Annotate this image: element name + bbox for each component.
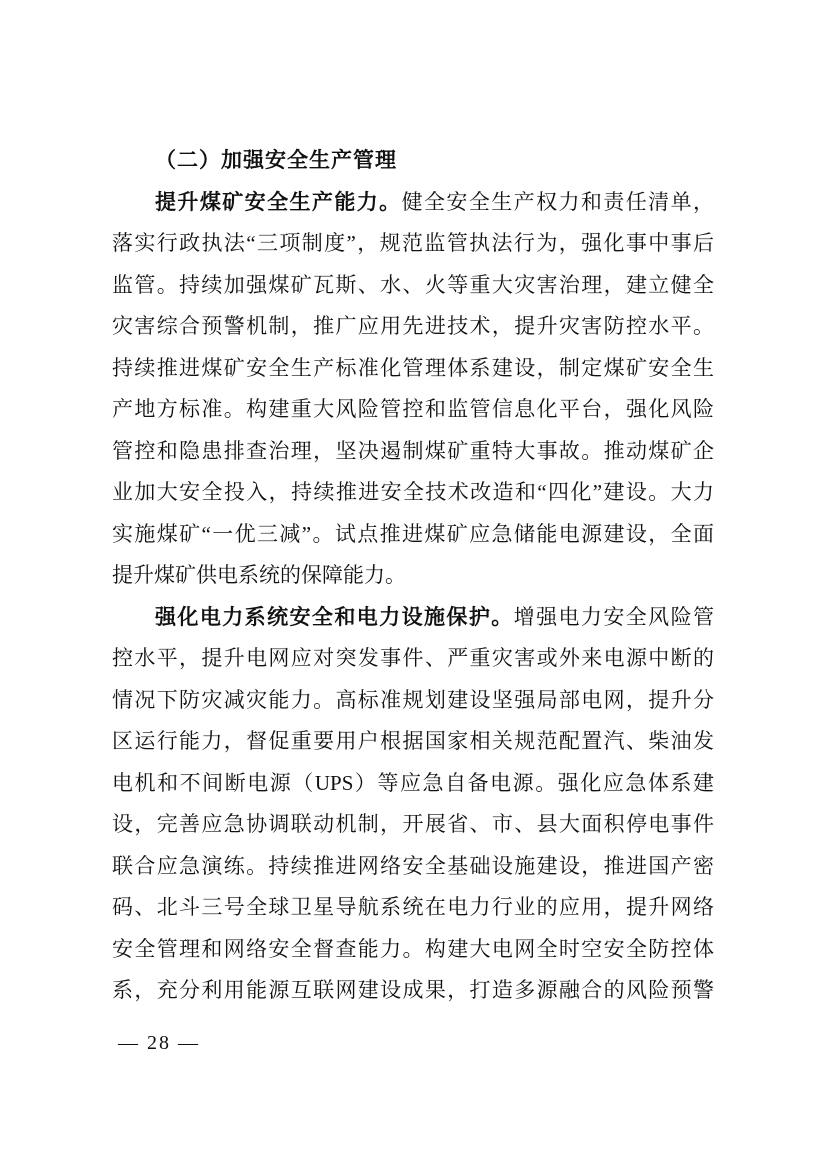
- paragraph-text: 情况下防灾减灾能力。高标准规划建设坚强局部电网，提升分: [112, 687, 714, 712]
- paragraph-text: 电机和不间断电源（UPS）等应急自备电源。强化应急体系建: [112, 770, 714, 795]
- paragraph-text: 设，完善应急协调联动机制，开展省、市、县大面积停电事件: [112, 812, 714, 836]
- body-text: [112, 182, 714, 1012]
- paragraph-text: 灾害综合预警机制，推广应用先进技术，提升灾害防控水平。: [112, 314, 714, 338]
- text-line: [112, 638, 714, 680]
- paragraph-text: 落实行政执法“三项制度”，规范监管执法行为，强化事中事后: [112, 231, 714, 255]
- text-line: [112, 431, 714, 473]
- text-line: [112, 348, 714, 390]
- text-line: [112, 680, 714, 722]
- text-line: [112, 514, 714, 556]
- paragraph-text: 联合应急演练。持续推进网络安全基础设施建设，推进国产密: [112, 853, 714, 878]
- paragraph-text: 健全安全生产权力和责任清单，: [401, 189, 715, 214]
- text-line: [112, 846, 714, 888]
- text-line: [112, 887, 714, 929]
- paragraph-lead: 强化电力系统安全和电力设施保护。: [155, 604, 514, 629]
- text-line: [112, 182, 714, 224]
- text-line: [112, 721, 714, 763]
- paragraph-lead: 提升煤矿安全生产能力。: [155, 189, 402, 214]
- paragraph-text: 产地方标准。构建重大风险管控和监管信息化平台，强化风险: [112, 397, 714, 421]
- paragraph-text: 系，充分利用能源互联网建设成果，打造多源融合的风险预警: [112, 978, 714, 1002]
- section-heading: （二）加强安全生产管理: [155, 148, 397, 172]
- paragraph-text: 提升煤矿供电系统的保障能力。: [112, 563, 406, 587]
- text-line: [112, 265, 714, 307]
- page-number: — 28 —: [118, 1032, 200, 1054]
- paragraph-text: 持续推进煤矿安全生产标准化管理体系建设，制定煤矿安全生: [112, 355, 714, 380]
- paragraph-text: 实施煤矿“一优三减”。试点推进煤矿应急储能电源建设，全面: [112, 521, 714, 546]
- text-line: [112, 223, 714, 265]
- paragraph-text: 业加大安全投入，持续推进安全技术改造和“四化”建设。大力: [112, 480, 714, 504]
- text-line: [112, 306, 714, 348]
- paragraph-text: 区运行能力，督促重要用户根据国家相关规范配置汽、柴油发: [112, 729, 714, 753]
- text-line: [112, 472, 714, 514]
- text-line: [112, 763, 714, 805]
- paragraph-text: 码、北斗三号全球卫星导航系统在电力行业的应用，提升网络: [112, 895, 714, 919]
- text-line: [112, 929, 714, 971]
- text-line: [112, 389, 714, 431]
- page-content: [112, 140, 714, 1012]
- text-line: [112, 555, 714, 597]
- text-line: [112, 970, 714, 1012]
- paragraph-text: 监管。持续加强煤矿瓦斯、水、火等重大灾害治理，建立健全: [112, 272, 714, 297]
- paragraph-text: 安全管理和网络安全督查能力。构建大电网全时空安全防控体: [112, 936, 714, 961]
- paragraph-text: 控水平，提升电网应对突发事件、严重灾害或外来电源中断的: [112, 646, 714, 670]
- paragraph-text: 增强电力安全风险管: [513, 604, 715, 629]
- paragraph-text: 管控和隐患排查治理，坚决遏制煤矿重特大事故。推动煤矿企: [112, 438, 714, 463]
- text-line: [112, 597, 714, 639]
- text-line: [112, 804, 714, 846]
